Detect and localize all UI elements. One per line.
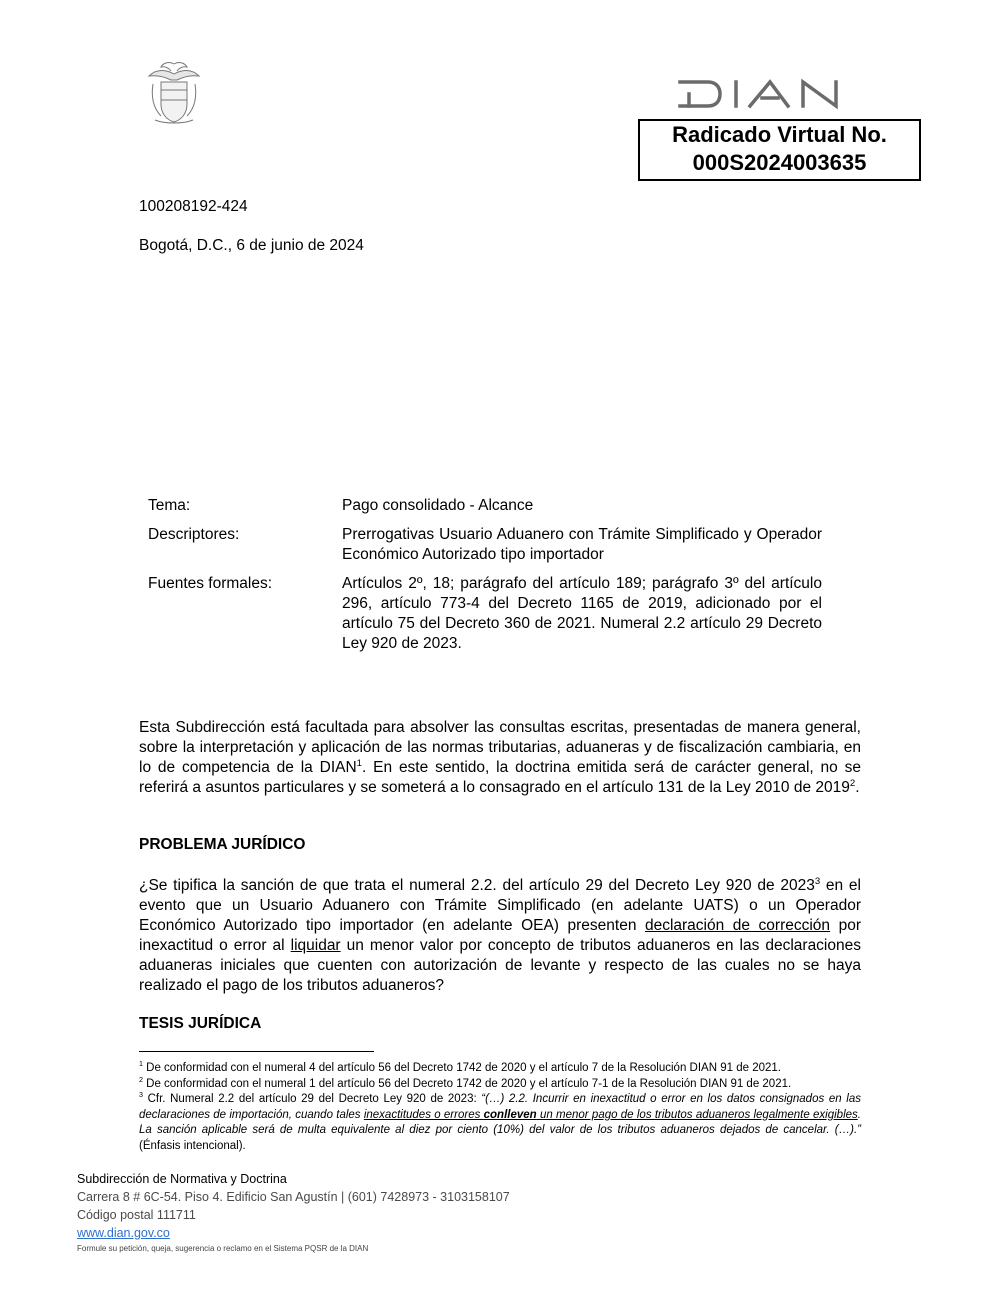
intro-text: .	[855, 779, 860, 796]
radicado-title: Radicado Virtual No.	[672, 122, 887, 147]
meta-label: Tema:	[148, 497, 191, 514]
footnote-quote: . La sanción aplicable será de multa equivalente al diez por ciento (10%) del valor de los tributos aduaneros dejados de cancelar. (…).”	[139, 1108, 861, 1136]
footer-website-link[interactable]: www.dian.gov.co	[77, 1226, 170, 1240]
footnote-number: 3	[139, 1091, 143, 1100]
footer-address: Carrera 8 # 6C-54. Piso 4. Edificio San Agustín | (601) 7428973 - 3103158107	[77, 1190, 510, 1204]
meta-row-tema	[140, 496, 830, 525]
meta-row-fuentes	[140, 574, 830, 663]
footnote-ref-2[interactable]: 2	[849, 777, 856, 789]
footnote-quote: inexactitudes o errores	[363, 1108, 484, 1121]
intro-paragraph	[139, 718, 861, 798]
problema-text: en el evento que un Usuario Aduanero con Trámite Simplificado (en adelante UATS) o un Operador Económico Autorizado tipo importador (en adelante OEA) presenten	[139, 877, 861, 934]
intro-text: Esta Subdirección está facultada para absolver las consultas escritas, presentadas de manera general, sobre la interpretación y aplicación de las normas tributarias, aduaneras y de fiscalización cambiaria, en lo de competencia de la DIAN	[139, 719, 861, 776]
footnote-text: De conformidad con el numeral 1 del artículo 56 del Decreto 1742 de 2020 y el artículo 7-1 de la Resolución DIAN 91 de 2021.	[142, 1077, 792, 1090]
heading-tesis-juridica: TESIS JURÍDICA	[139, 1015, 262, 1032]
problema-text: un menor valor por concepto de tributos aduaneros en las declaraciones aduaneras iniciales que cuenten con autorización de levante y respecto de las cuales no se haya realizado el pago de los tributos aduaneros?	[139, 937, 861, 994]
problema-text: por inexactitud o error al	[139, 917, 861, 954]
footnote-number: 1	[139, 1060, 143, 1069]
meta-value: Prerrogativas Usuario Aduanero con Trámite Simplificado y Operador Económico Autorizado tipo importador	[342, 526, 822, 563]
dian-logo	[678, 78, 858, 110]
footnote-text: Cfr. Numeral 2.2 del artículo 29 del Decreto Ley 920 de 2023:	[142, 1093, 482, 1105]
footnote-text: (Énfasis intencional).	[139, 1139, 246, 1152]
heading-problema-juridico: PROBLEMA JURÍDICO	[139, 836, 306, 853]
meta-label: Fuentes formales:	[148, 575, 273, 592]
meta-value: Artículos 2º, 18; parágrafo del artículo 189; parágrafo 3º del artículo 296, artículo 773-4 del Decreto 1165 de 2019, adicionado por el artículo 75 del Decreto 360 de 2021. Numeral 2.2 artículo 29 Decreto Ley 920 de 2023.	[342, 575, 822, 652]
footnote-divider	[139, 1051, 374, 1052]
problema-paragraph	[139, 876, 861, 996]
intro-text: . En este sentido, la doctrina emitida será de carácter general, no se referirá a asuntos particulares y se someterá a lo consagrado en el artículo 131 de la Ley 2010 de 2019	[139, 759, 861, 796]
footnote-quote: “(…) 2.2. Incurrir en inexactitud o error en los datos consignados en las declaraciones de importación, cuando tales	[139, 1093, 861, 1121]
meta-label: Descriptores:	[148, 526, 240, 543]
footnote-text: De conformidad con el numeral 4 del artículo 56 del Decreto 1742 de 2020 y el artículo 7 de la Resolución DIAN 91 de 2021.	[142, 1062, 781, 1074]
footnote-number: 2	[139, 1075, 143, 1084]
footnote-2	[139, 1077, 861, 1093]
footnote-3	[139, 1092, 861, 1154]
footnote-ref-1[interactable]: 1	[356, 757, 363, 769]
footnotes	[139, 1061, 861, 1154]
radicado-number: 000S2024003635	[692, 150, 867, 175]
metadata-table	[140, 496, 830, 663]
footnote-ref-3[interactable]: 3	[814, 875, 821, 887]
footnote-1	[139, 1061, 861, 1077]
footnote-quote: un menor pago de los tributos aduaneros legalmente exigibles	[536, 1108, 858, 1121]
underlined-text: liquidar	[290, 937, 341, 954]
meta-row-descriptores	[140, 525, 830, 574]
city-date: Bogotá, D.C., 6 de junio de 2024	[139, 237, 364, 254]
radicado-box	[638, 119, 921, 181]
footer-note: Formule su petición, queja, sugerencia o reclamo en el Sistema PQSR de la DIAN	[77, 1244, 369, 1253]
problema-text: ¿Se tipifica la sanción de que trata el numeral 2.2. del artículo 29 del Decreto Ley 920 de 2023	[139, 877, 815, 894]
underlined-text: declaración de corrección	[644, 917, 831, 934]
footer-postal: Código postal 111711	[77, 1208, 196, 1222]
page-footer	[77, 1170, 510, 1256]
footnote-quote-bold: conlleven	[483, 1108, 537, 1121]
meta-value: Pago consolidado - Alcance	[342, 497, 534, 514]
colombia-coat-of-arms-icon	[143, 60, 205, 126]
reference-number: 100208192-424	[139, 198, 248, 215]
footer-office: Subdirección de Normativa y Doctrina	[77, 1172, 287, 1186]
